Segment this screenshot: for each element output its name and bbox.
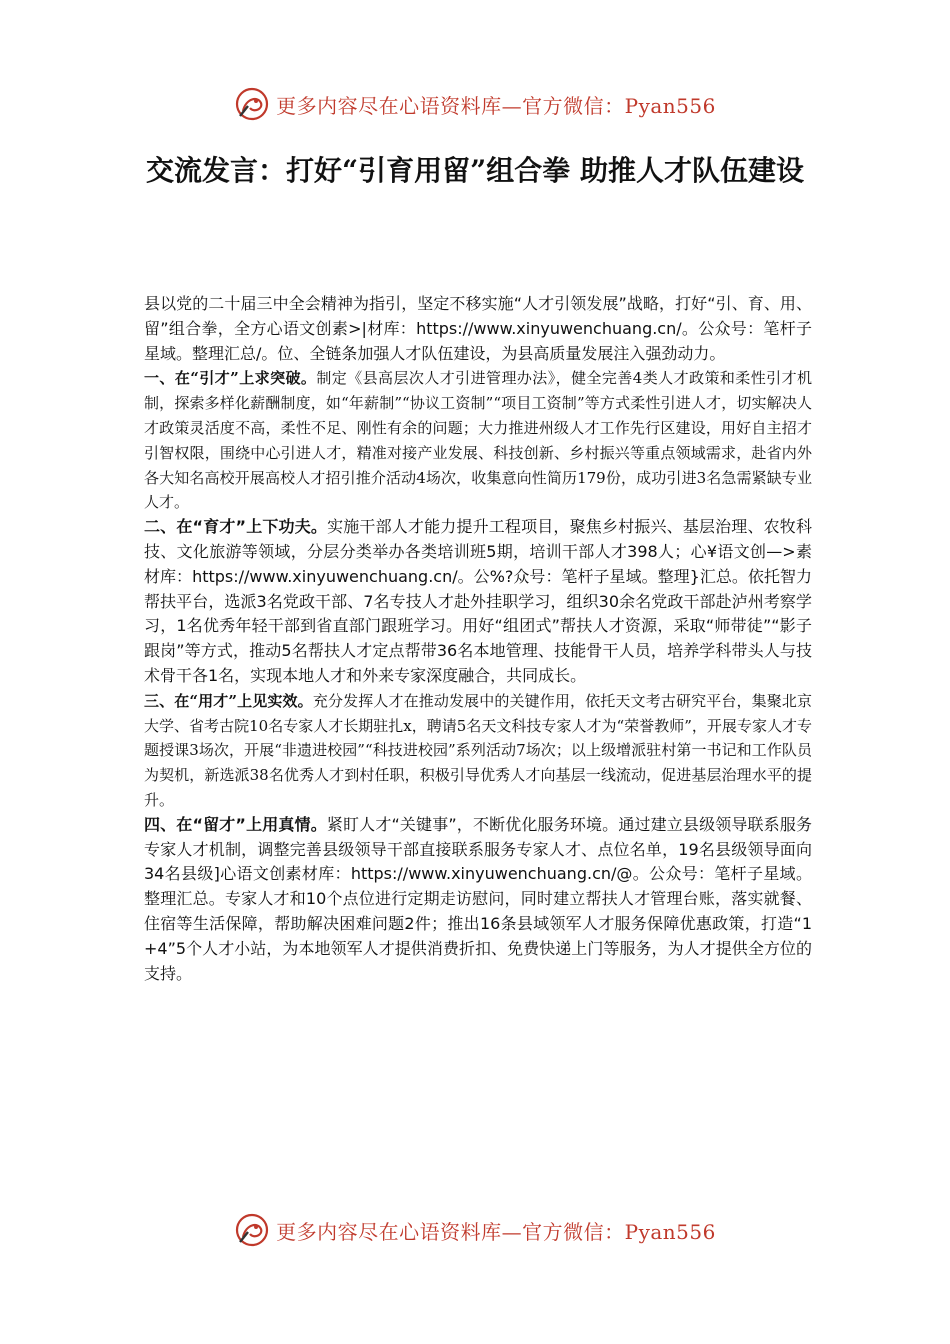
section-heading: 一、在“引才”上求突破。 <box>144 369 317 388</box>
section-heading: 三、在“用才”上见实效。 <box>144 691 313 710</box>
banner-text: 更多内容尽在心语资料库—官方微信：Pyan556 <box>276 93 716 118</box>
banner-text: 更多内容尽在心语资料库—官方微信：Pyan556 <box>276 1219 716 1244</box>
section-body: 紧盯人才“关键事”，不断优化服务环境。通过建立县级领导联系服务专家人才机制，调整完善县级领导干部直接联系服务专家人才、点位名单，19名县级领导面向34名县级]心语文创素材库：https://www.xinyuwenchuang.cn/@。公众号：笔杆子星域。整理汇总。专家人才和10个点位进行定期走访慰问，同时建立帮扶人才管理台账，落实就餐、住宿等生活保障，帮助解决困难问题2件；推出16条县域领军人才服务保障优惠政策，打造“1+4”5个人才小站，为本地领军人才提供消费折扣、免费快递上门等服务，为人才提供全方位的支持。 <box>144 814 812 983</box>
cat-swirl-logo-icon <box>234 86 270 122</box>
header-banner <box>0 84 950 124</box>
page-title: 交流发言：打好“引育用留”组合拳 助推人才队伍建设 <box>146 154 804 187</box>
section-body: 制定《县高层次人才引进管理办法》，健全完善4类人才政策和柔性引才机制，探索多样化薪酬制度，如“年薪制”“协议工资制”“项目工资制”等方式柔性引进人才，切实解决人才政策灵活度不高，柔性不足、刚性有余的问题；大力推进州级人才工作先行区建设，用好自主招才引智权限，围绕中心引进人才，精准对接产业发展、科技创新、乡村振兴等重点领域需求，赴省内外各大知名高校开展高校人才招引推介活动4场次，收集意向性简历179份，成功引进3名急需紧缺专业人才。 <box>144 369 812 512</box>
section-4 <box>144 813 812 987</box>
section-1 <box>144 366 812 515</box>
section-body: 实施干部人才能力提升工程项目，聚焦乡村振兴、基层治理、农牧科技、文化旅游等领域，分层分类举办各类培训班5期，培训干部人才398人；心¥语文创—>素材库：https://www.xinyuwenchuang.cn/。公%?众号：笔杆子星域。整理}汇总。依托智力帮扶平台，选派3名党政干部、7名专技人才赴外挂职学习，组织30余名党政干部赴泸州考察学习，1名优秀年轻干部到省直部门跟班学习。用好“组团式”帮扶人才资源，采取“师带徒”“影子跟岗”等方式，推动5名帮扶人才定点帮带36名本地管理、技能骨干人员，培养学科带头人与技术骨干各1名，实现本地人才和外来专家深度融合，共同成长。 <box>144 517 812 685</box>
intro-paragraph: 县以党的二十届三中全会精神为指引，坚定不移实施“人才引领发展”战略，打好“引、育、用、留”组合拳，全方心语文创素>|材库：https://www.xinyuwenchuang.cn/。公众号：笔杆子星域。整理汇总/。位、全链条加强人才队伍建设，为县高质量发展注入强劲动力。 <box>144 294 812 363</box>
section-3 <box>144 689 812 813</box>
cat-swirl-logo-icon <box>234 1212 270 1248</box>
section-heading: 二、在“育才”上下功夫。 <box>144 517 328 537</box>
section-2 <box>144 515 812 689</box>
footer-banner <box>0 1210 950 1250</box>
section-body: 充分发挥人才在推动发展中的关键作用，依托天文考古研究平台，集聚北京大学、省考古院10名专家人才长期驻扎x，聘请5名天文科技专家人才为“荣誉教师”，开展专家人才专题授课3场次，开展“非遗进校园”“科技进校园”系列活动7场次；以上级增派驻村第一书记和工作队员为契机，新选派38名优秀人才到村任职，积极引导优秀人才向基层一线流动，促进基层治理水平的提升。 <box>144 691 812 809</box>
section-heading: 四、在“留才”上用真情。 <box>144 814 327 834</box>
document-body <box>144 292 812 986</box>
